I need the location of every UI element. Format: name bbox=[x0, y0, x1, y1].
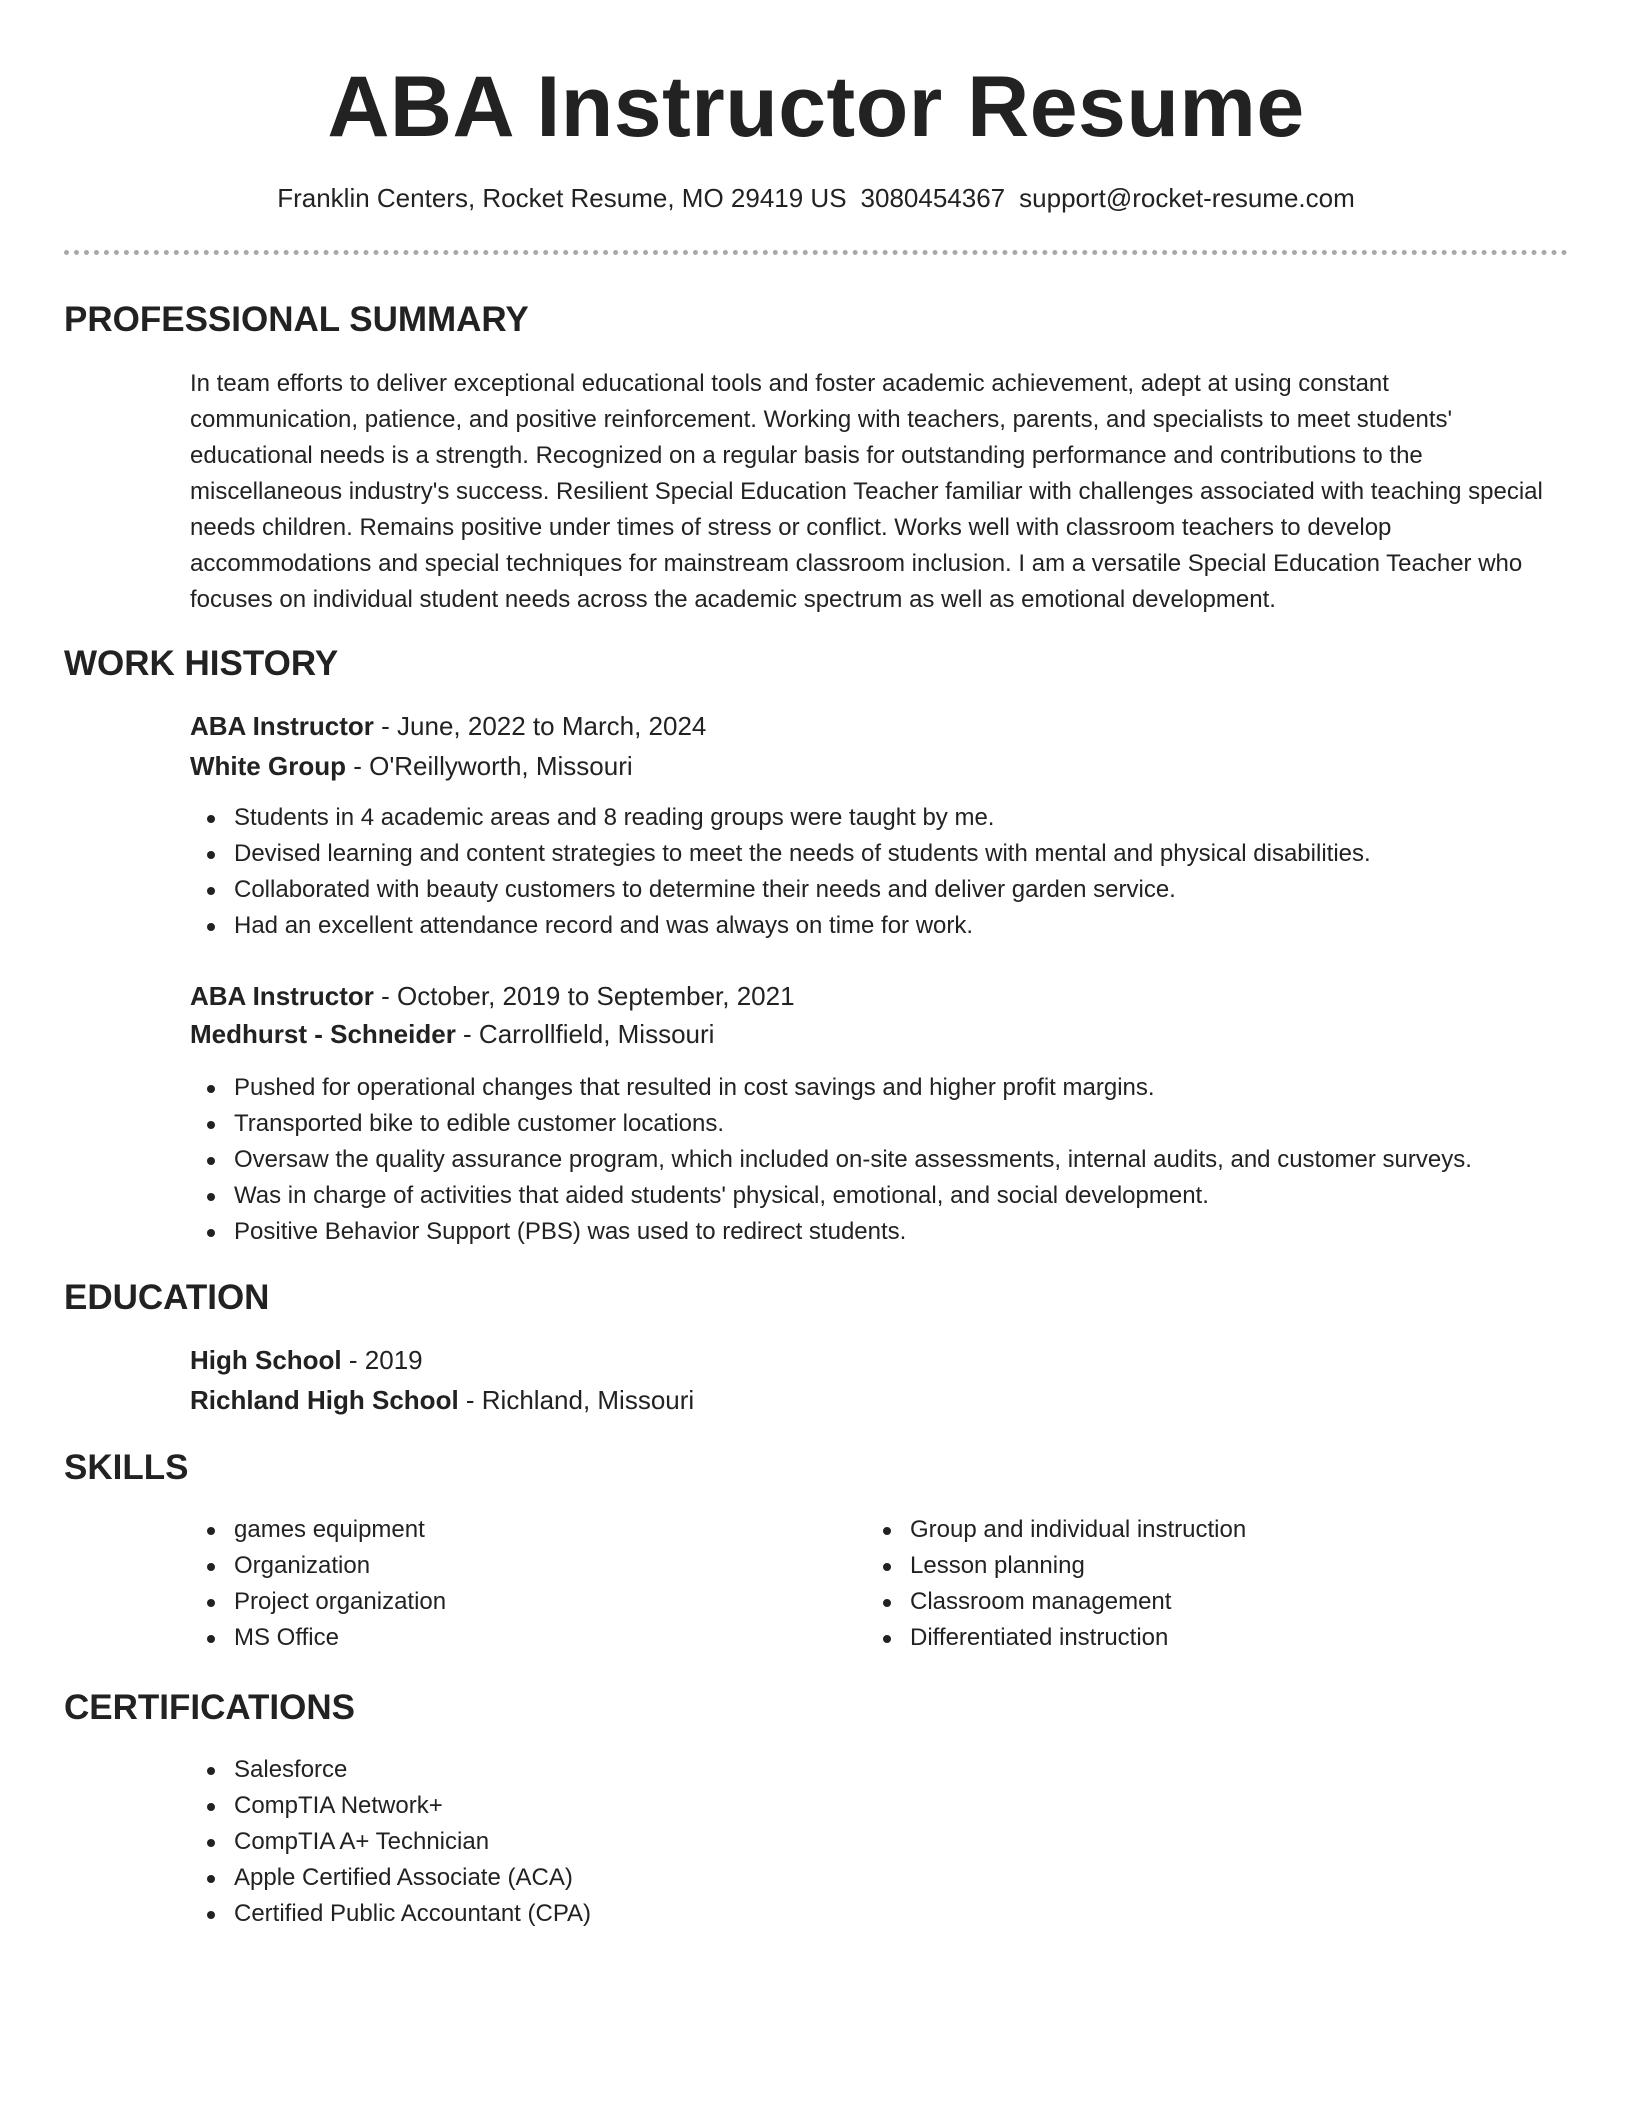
education-year: - 2019 bbox=[341, 1345, 423, 1375]
education-school-line bbox=[190, 1382, 694, 1418]
education-school: Richland High School bbox=[190, 1385, 459, 1415]
list-item: Collaborated with beauty customers to determine their needs and deliver garden service. bbox=[234, 872, 1371, 908]
job-bullets bbox=[190, 1070, 1472, 1250]
job-dates: - October, 2019 to September, 2021 bbox=[373, 981, 795, 1011]
job-dates: - June, 2022 to March, 2024 bbox=[373, 711, 707, 741]
section-title-skills: SKILLS bbox=[64, 1448, 189, 1487]
job-role: ABA Instructor bbox=[190, 711, 374, 741]
education-location: - Richland, Missouri bbox=[458, 1385, 695, 1415]
contact-email: support@rocket-resume.com bbox=[1019, 183, 1355, 213]
contact-phone: 3080454367 bbox=[860, 183, 1006, 213]
list-item: Transported bike to edible customer locations. bbox=[234, 1106, 1472, 1142]
contact-line bbox=[0, 180, 1632, 216]
section-title-work-history: WORK HISTORY bbox=[64, 644, 339, 683]
certifications-list bbox=[190, 1752, 591, 1932]
list-item: Positive Behavior Support (PBS) was used to redirect students. bbox=[234, 1214, 1472, 1250]
list-item: CompTIA A+ Technician bbox=[234, 1824, 591, 1860]
job-company-line bbox=[190, 1016, 714, 1052]
section-title-education: EDUCATION bbox=[64, 1278, 270, 1317]
job-company-line bbox=[190, 748, 633, 784]
list-item: Had an excellent attendance record and was always on time for work. bbox=[234, 908, 1371, 944]
list-item: Devised learning and content strategies to meet the needs of students with mental and physical disabilities. bbox=[234, 836, 1371, 872]
job-title-line bbox=[190, 708, 706, 744]
list-item: Lesson planning bbox=[910, 1548, 1246, 1584]
skills-list-right bbox=[866, 1512, 1246, 1656]
list-item: Oversaw the quality assurance program, which included on-site assessments, internal audits, and customer surveys. bbox=[234, 1142, 1472, 1178]
list-item: Apple Certified Associate (ACA) bbox=[234, 1860, 591, 1896]
list-item: MS Office bbox=[234, 1620, 446, 1656]
list-item: Salesforce bbox=[234, 1752, 591, 1788]
list-item: Project organization bbox=[234, 1584, 446, 1620]
job-location: - O'Reillyworth, Missouri bbox=[345, 751, 633, 781]
list-item: games equipment bbox=[234, 1512, 446, 1548]
job-company: White Group bbox=[190, 751, 346, 781]
job-role: ABA Instructor bbox=[190, 981, 374, 1011]
job-company: Medhurst - Schneider bbox=[190, 1019, 456, 1049]
list-item: Differentiated instruction bbox=[910, 1620, 1246, 1656]
summary-text: In team efforts to deliver exceptional educational tools and foster academic achievement, adept at using constant communication, patience, and positive reinforcement. Working with teachers, parents, and specialists to meet students' educational needs is a strength. Recognized on a regular basis for outstanding performance and contributions to the miscellaneous industry's success. Resilient Special Education Teacher familiar with challenges associated with teaching special needs children. Remains positive under times of stress or conflict. Works well with classroom teachers to develop accommodations and special techniques for mainstream classroom inclusion. I am a versatile Special Education Teacher who focuses on individual student needs across the academic spectrum as well as emotional development. bbox=[190, 370, 1543, 613]
job-bullets bbox=[190, 800, 1371, 944]
list-item: Was in charge of activities that aided students' physical, emotional, and social development. bbox=[234, 1178, 1472, 1214]
education-degree-line bbox=[190, 1342, 423, 1378]
list-item: Pushed for operational changes that resulted in cost savings and higher profit margins. bbox=[234, 1070, 1472, 1106]
list-item: Certified Public Accountant (CPA) bbox=[234, 1896, 591, 1932]
job-title-line bbox=[190, 978, 795, 1014]
skills-list-left bbox=[190, 1512, 446, 1656]
resume-title: ABA Instructor Resume bbox=[327, 59, 1305, 155]
education-degree: High School bbox=[190, 1345, 342, 1375]
list-item: Students in 4 academic areas and 8 reading groups were taught by me. bbox=[234, 800, 1371, 836]
section-title-summary: PROFESSIONAL SUMMARY bbox=[64, 300, 529, 339]
list-item: Group and individual instruction bbox=[910, 1512, 1246, 1548]
contact-address: Franklin Centers, Rocket Resume, MO 29419 US bbox=[277, 183, 847, 213]
header-divider bbox=[64, 250, 1568, 255]
list-item: Organization bbox=[234, 1548, 446, 1584]
job-location: - Carrollfield, Missouri bbox=[455, 1019, 715, 1049]
list-item: CompTIA Network+ bbox=[234, 1788, 591, 1824]
section-title-certifications: CERTIFICATIONS bbox=[64, 1688, 356, 1727]
list-item: Classroom management bbox=[910, 1584, 1246, 1620]
